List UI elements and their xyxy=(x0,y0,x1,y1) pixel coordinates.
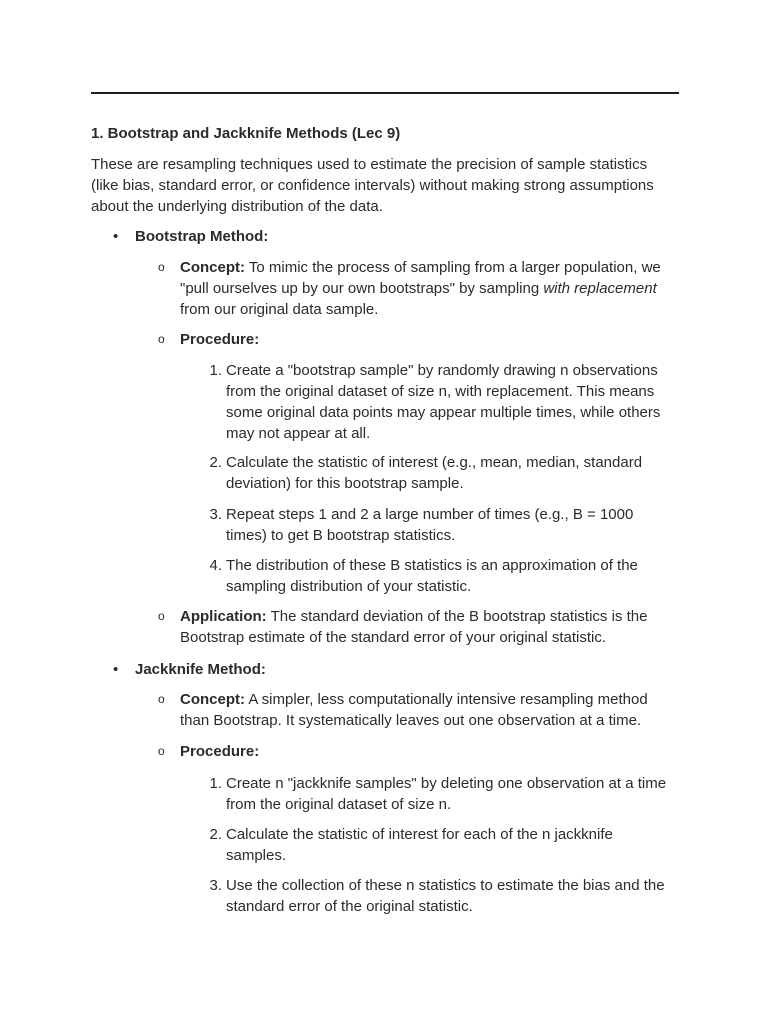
list-item xyxy=(209,360,671,444)
bullet-disc-icon: • xyxy=(113,661,119,678)
step-number: 1. xyxy=(209,775,222,792)
horizontal-rule xyxy=(91,92,679,94)
step-text: Use the collection of these n statistics to estimate the bias and the standard error of the original statistic. xyxy=(226,877,665,915)
list-item xyxy=(209,452,671,494)
application-text: The standard deviation of the B bootstrap statistics is the Bootstrap estimate of the standard error of your original statistic. xyxy=(180,608,648,646)
bullet-circle-icon: o xyxy=(158,744,165,758)
step-text: Calculate the statistic of interest for each of the n jackknife samples. xyxy=(226,826,613,864)
step-number: 2. xyxy=(209,826,222,843)
list-item xyxy=(209,824,671,866)
list-item xyxy=(209,504,671,546)
step-number: 3. xyxy=(209,877,222,894)
jackknife-title: Jackknife Method: xyxy=(135,661,266,678)
procedure-label: Procedure: xyxy=(180,743,260,760)
bootstrap-concept xyxy=(158,257,675,320)
step-text: Calculate the statistic of interest (e.g., mean, median, standard deviation) for this bootstrap sample. xyxy=(226,454,643,492)
list-item xyxy=(209,555,671,597)
step-text: Create a "bootstrap sample" by randomly drawing n observations from the original dataset of size n, with replacement. This means some original data points may appear multiple times, while others may not appear at all. xyxy=(226,362,661,442)
bootstrap-title: Bootstrap Method: xyxy=(135,228,269,245)
step-text: Create n "jackknife samples" by deleting one observation at a time from the original dataset of size n. xyxy=(226,775,667,813)
bootstrap-bullet xyxy=(113,226,675,247)
bullet-circle-icon: o xyxy=(158,609,165,623)
bootstrap-application xyxy=(158,606,675,648)
jackknife-bullet xyxy=(113,659,675,680)
step-text: Repeat steps 1 and 2 a large number of times (e.g., B = 1000 times) to get B bootstrap statistics. xyxy=(226,506,634,544)
application-label: Application: xyxy=(180,608,267,625)
concept-text: To mimic the process of sampling from a larger population, we "pull ourselves up by our own bootstraps" by sampling xyxy=(180,259,661,297)
bullet-circle-icon: o xyxy=(158,332,165,346)
step-number: 4. xyxy=(209,557,222,574)
jackknife-procedure xyxy=(158,741,675,762)
concept-label: Concept: xyxy=(180,691,245,708)
step-text: The distribution of these B statistics is an approximation of the sampling distribution of your statistic. xyxy=(226,557,638,595)
step-number: 1. xyxy=(209,362,222,379)
section-heading: 1. Bootstrap and Jackknife Methods (Lec 9) xyxy=(91,125,401,142)
intro-paragraph: These are resampling techniques used to estimate the precision of sample statistics (like bias, standard error, or confidence intervals) without making strong assumptions about the underlying distribution of the data. xyxy=(91,156,654,215)
procedure-label: Procedure: xyxy=(180,331,260,348)
step-number: 3. xyxy=(209,506,222,523)
list-item xyxy=(209,875,674,917)
bullet-circle-icon: o xyxy=(158,692,165,706)
concept-text: A simpler, less computationally intensive resampling method than Bootstrap. It systematically leaves out one observation at a time. xyxy=(180,691,648,729)
concept-label: Concept: xyxy=(180,259,245,276)
jackknife-concept xyxy=(158,689,675,731)
concept-italic: with replacement xyxy=(543,280,657,297)
step-number: 2. xyxy=(209,454,222,471)
bootstrap-procedure xyxy=(158,329,675,350)
list-item xyxy=(209,773,674,815)
bullet-circle-icon: o xyxy=(158,260,165,274)
bullet-disc-icon: • xyxy=(113,228,119,245)
concept-text-end: from our original data sample. xyxy=(180,301,379,318)
